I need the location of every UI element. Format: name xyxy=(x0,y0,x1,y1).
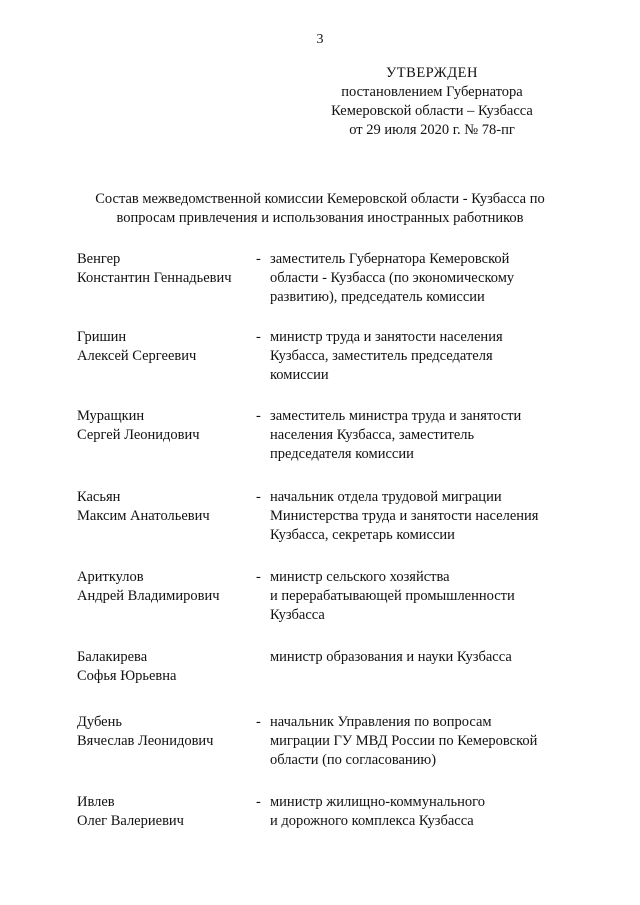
member-surname: Ивлев xyxy=(77,794,115,810)
approval-line: Кемеровской области – Кузбасса xyxy=(331,103,533,119)
role-line: населения Кузбасса, заместитель xyxy=(270,427,475,443)
role-line: начальник Управления по вопросам xyxy=(270,714,492,730)
role-line: Кузбасса, заместитель председателя xyxy=(270,348,493,364)
member-name xyxy=(77,568,257,606)
role-line: министр сельского хозяйства xyxy=(270,569,450,585)
member-role xyxy=(270,488,570,545)
member-surname: Балакирева xyxy=(77,649,148,665)
title-line: вопросам привлечения и использования иностранных работников xyxy=(116,210,524,226)
role-line: заместитель Губернатора Кемеровской xyxy=(270,251,510,267)
role-line: области - Кузбасса (по экономическому xyxy=(270,270,515,286)
member-role xyxy=(270,407,570,464)
role-line: министр жилищно-коммунального xyxy=(270,794,485,810)
approval-heading: УТВЕРЖДЕН xyxy=(386,65,478,81)
role-line: министр труда и занятости населения xyxy=(270,329,503,345)
member-given-names: Вячеслав Леонидович xyxy=(77,733,214,749)
member-name xyxy=(77,648,257,686)
member-surname: Касьян xyxy=(77,489,121,505)
member-name xyxy=(77,488,257,526)
member-dash: - xyxy=(256,714,261,730)
approval-stamp xyxy=(300,64,564,140)
title-line: Состав межведомственной комиссии Кемеровской области - Кузбасса по xyxy=(95,191,545,207)
member-given-names: Алексей Сергеевич xyxy=(77,348,197,364)
approval-line: от 29 июля 2020 г. № 78-пг xyxy=(349,122,515,138)
member-dash: - xyxy=(256,569,261,585)
member-role xyxy=(270,568,570,625)
role-line: и дорожного комплекса Кузбасса xyxy=(270,813,474,829)
role-line: министр образования и науки Кузбасса xyxy=(270,649,512,665)
member-dash: - xyxy=(256,251,261,267)
member-role xyxy=(270,713,570,770)
approval-line: постановлением Губернатора xyxy=(341,84,523,100)
member-given-names: Софья Юрьевна xyxy=(77,668,177,684)
member-given-names: Олег Валериевич xyxy=(77,813,184,829)
role-line: Кузбасса xyxy=(270,607,325,623)
role-line: и перерабатывающей промышленности xyxy=(270,588,515,604)
member-given-names: Андрей Владимирович xyxy=(77,588,220,604)
member-dash: - xyxy=(256,329,261,345)
role-line: председателя комиссии xyxy=(270,446,414,462)
member-role xyxy=(270,648,570,667)
role-line: комиссии xyxy=(270,367,329,383)
page-number: 3 xyxy=(316,32,324,47)
role-line: миграции ГУ МВД России по Кемеровской xyxy=(270,733,538,749)
member-name xyxy=(77,793,257,831)
member-given-names: Константин Геннадьевич xyxy=(77,270,232,286)
member-surname: Ариткулов xyxy=(77,569,144,585)
role-line: заместитель министра труда и занятости xyxy=(270,408,522,424)
member-name xyxy=(77,713,257,751)
member-surname: Венгер xyxy=(77,251,121,267)
member-role xyxy=(270,793,570,831)
member-name xyxy=(77,407,257,445)
member-dash: - xyxy=(256,408,261,424)
member-surname: Муращкин xyxy=(77,408,145,424)
member-given-names: Сергей Леонидович xyxy=(77,427,200,443)
document-title xyxy=(60,190,580,228)
member-surname: Дубень xyxy=(77,714,122,730)
member-name xyxy=(77,250,257,288)
member-given-names: Максим Анатольевич xyxy=(77,508,210,524)
member-name xyxy=(77,328,257,366)
member-role xyxy=(270,328,570,385)
role-line: Кузбасса, секретарь комиссии xyxy=(270,527,455,543)
role-line: Министерства труда и занятости населения xyxy=(270,508,539,524)
member-dash: - xyxy=(256,489,261,505)
role-line: начальник отдела трудовой миграции xyxy=(270,489,502,505)
member-dash: - xyxy=(256,794,261,810)
member-surname: Гришин xyxy=(77,329,127,345)
role-line: области (по согласованию) xyxy=(270,752,437,768)
member-role xyxy=(270,250,570,307)
role-line: развитию), председатель комиссии xyxy=(270,289,485,305)
